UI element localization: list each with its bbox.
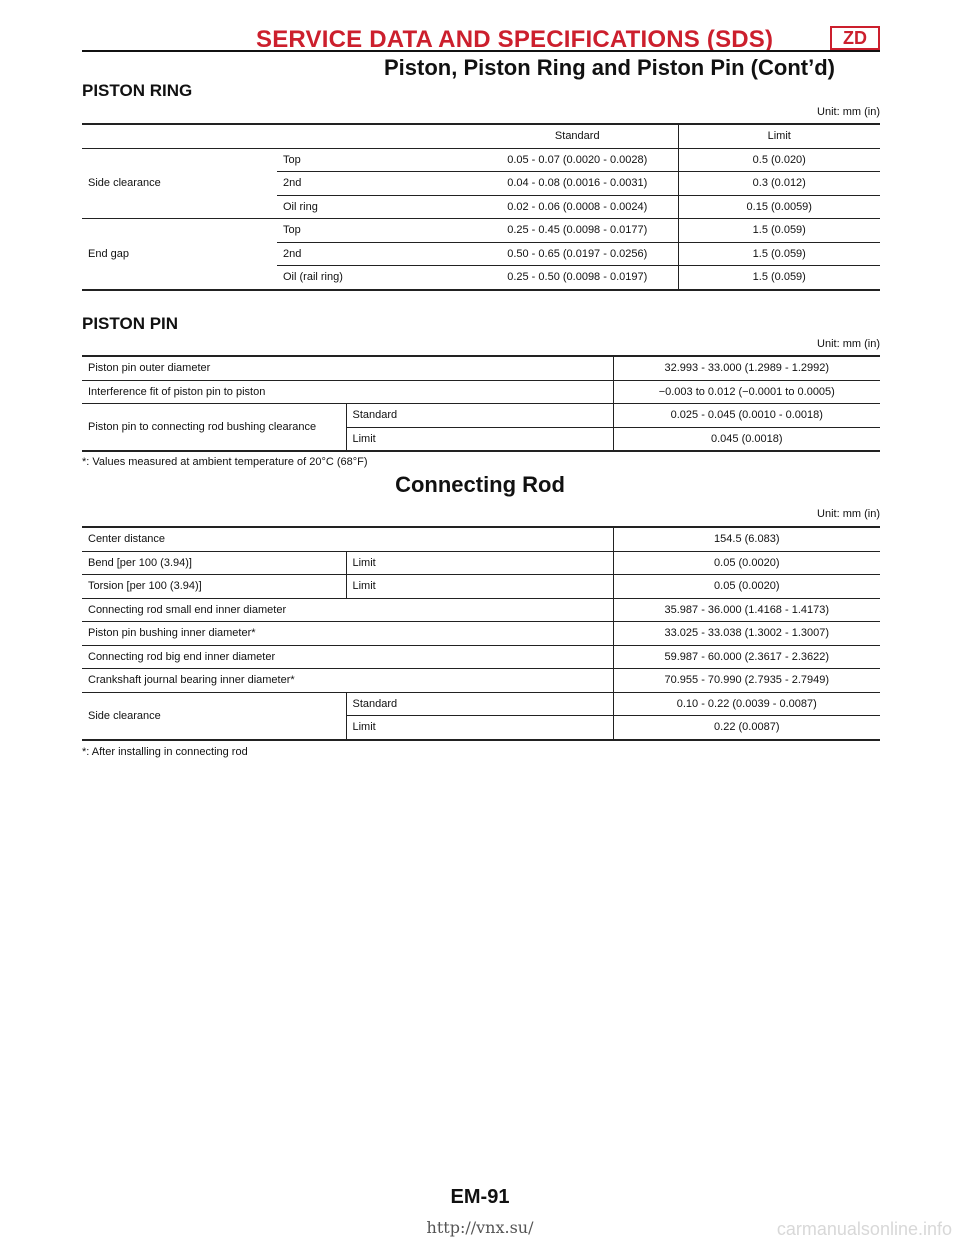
- row-standard: 0.25 - 0.45 (0.0098 - 0.0177): [477, 219, 678, 243]
- standard-value: 0.025 - 0.045 (0.0010 - 0.0018): [613, 404, 880, 428]
- row-standard: 0.04 - 0.08 (0.0016 - 0.0031): [477, 172, 678, 196]
- row-name: 2nd: [277, 172, 477, 196]
- small-end-value: 35.987 - 36.000 (1.4168 - 1.4173): [613, 598, 880, 622]
- piston-pin-table: [82, 355, 880, 452]
- crank-bearing-label: Crankshaft journal bearing inner diameter*: [82, 669, 613, 693]
- piston-ring-title: PISTON RING: [82, 81, 193, 100]
- limit-label: Limit: [346, 716, 613, 740]
- limit-value: 0.22 (0.0087): [613, 716, 880, 740]
- connecting-rod-unit: Unit: mm (in): [817, 508, 880, 520]
- piston-pin-title: PISTON PIN: [82, 314, 179, 333]
- table-row: [82, 527, 880, 551]
- table-row: [82, 148, 880, 172]
- table-row: [82, 669, 880, 693]
- table-row: [82, 356, 880, 380]
- row-name: 2nd: [277, 242, 477, 266]
- row-name: Top: [277, 148, 477, 172]
- table-row: [82, 219, 880, 243]
- bend-sub: Limit: [346, 551, 613, 575]
- bushing-clearance-label: Piston pin to connecting rod bushing clearance: [82, 404, 346, 452]
- footer-url[interactable]: http://vnx.su/: [426, 1218, 534, 1237]
- side-clearance-label: Side clearance: [82, 148, 277, 219]
- row-name: Oil ring: [277, 195, 477, 219]
- table-header-row: [82, 124, 880, 148]
- crank-bearing-value: 70.955 - 70.990 (2.7935 - 2.7949): [613, 669, 880, 693]
- col-limit-header: Limit: [678, 124, 880, 148]
- end-gap-label: End gap: [82, 219, 277, 290]
- table-row: [82, 380, 880, 404]
- bend-value: 0.05 (0.0020): [613, 551, 880, 575]
- piston-ring-table: [82, 123, 880, 291]
- bushing-inner-label: Piston pin bushing inner diameter*: [82, 622, 613, 646]
- col-standard-header: Standard: [477, 124, 678, 148]
- table-row: [82, 575, 880, 599]
- standard-value: 0.10 - 0.22 (0.0039 - 0.0087): [613, 692, 880, 716]
- engine-code-badge: ZD: [830, 26, 880, 50]
- limit-label: Limit: [346, 427, 613, 451]
- side-clearance-label: Side clearance: [82, 692, 346, 740]
- piston-pin-footnote: *: Values measured at ambient temperature of 20°C (68°F): [82, 456, 368, 468]
- table-row: [82, 622, 880, 646]
- row-standard: 0.25 - 0.50 (0.0098 - 0.0197): [477, 266, 678, 290]
- table-row: [82, 404, 880, 428]
- torsion-value: 0.05 (0.0020): [613, 575, 880, 599]
- row-name: Top: [277, 219, 477, 243]
- row-standard: 0.50 - 0.65 (0.0197 - 0.0256): [477, 242, 678, 266]
- connecting-rod-title: Connecting Rod: [395, 472, 565, 497]
- interference-label: Interference fit of piston pin to piston: [82, 380, 613, 404]
- limit-value: 0.045 (0.0018): [613, 427, 880, 451]
- torsion-label: Torsion [per 100 (3.94)]: [82, 575, 346, 599]
- outer-diameter-value: 32.993 - 33.000 (1.2989 - 1.2992): [613, 356, 880, 380]
- page-subtitle: Piston, Piston Ring and Piston Pin (Cont’d): [384, 55, 835, 80]
- bushing-inner-value: 33.025 - 33.038 (1.3002 - 1.3007): [613, 622, 880, 646]
- row-limit: 1.5 (0.059): [678, 266, 880, 290]
- page-number: EM-91: [450, 1186, 510, 1208]
- piston-ring-unit: Unit: mm (in): [817, 106, 880, 118]
- standard-label: Standard: [346, 404, 613, 428]
- row-standard: 0.05 - 0.07 (0.0020 - 0.0028): [477, 148, 678, 172]
- row-name: Oil (rail ring): [277, 266, 477, 290]
- row-limit: 0.5 (0.020): [678, 148, 880, 172]
- center-distance-value: 154.5 (6.083): [613, 527, 880, 551]
- outer-diameter-label: Piston pin outer diameter: [82, 356, 613, 380]
- row-limit: 1.5 (0.059): [678, 242, 880, 266]
- watermark: carmanualsonline.info: [776, 1219, 952, 1239]
- standard-label: Standard: [346, 692, 613, 716]
- table-row: [82, 551, 880, 575]
- torsion-sub: Limit: [346, 575, 613, 599]
- section-header-title: SERVICE DATA AND SPECIFICATIONS (SDS): [256, 26, 774, 53]
- connecting-rod-footnote: *: After installing in connecting rod: [82, 746, 248, 758]
- row-limit: 0.3 (0.012): [678, 172, 880, 196]
- header-divider: [82, 50, 880, 52]
- big-end-label: Connecting rod big end inner diameter: [82, 645, 613, 669]
- interference-value: −0.003 to 0.012 (−0.0001 to 0.0005): [613, 380, 880, 404]
- table-row: [82, 692, 880, 716]
- big-end-value: 59.987 - 60.000 (2.3617 - 2.3622): [613, 645, 880, 669]
- piston-pin-unit: Unit: mm (in): [817, 338, 880, 350]
- row-limit: 1.5 (0.059): [678, 219, 880, 243]
- connecting-rod-table: [82, 526, 880, 741]
- table-row: [82, 598, 880, 622]
- table-row: [82, 645, 880, 669]
- bend-label: Bend [per 100 (3.94)]: [82, 551, 346, 575]
- center-distance-label: Center distance: [82, 527, 613, 551]
- row-standard: 0.02 - 0.06 (0.0008 - 0.0024): [477, 195, 678, 219]
- row-limit: 0.15 (0.0059): [678, 195, 880, 219]
- small-end-label: Connecting rod small end inner diameter: [82, 598, 613, 622]
